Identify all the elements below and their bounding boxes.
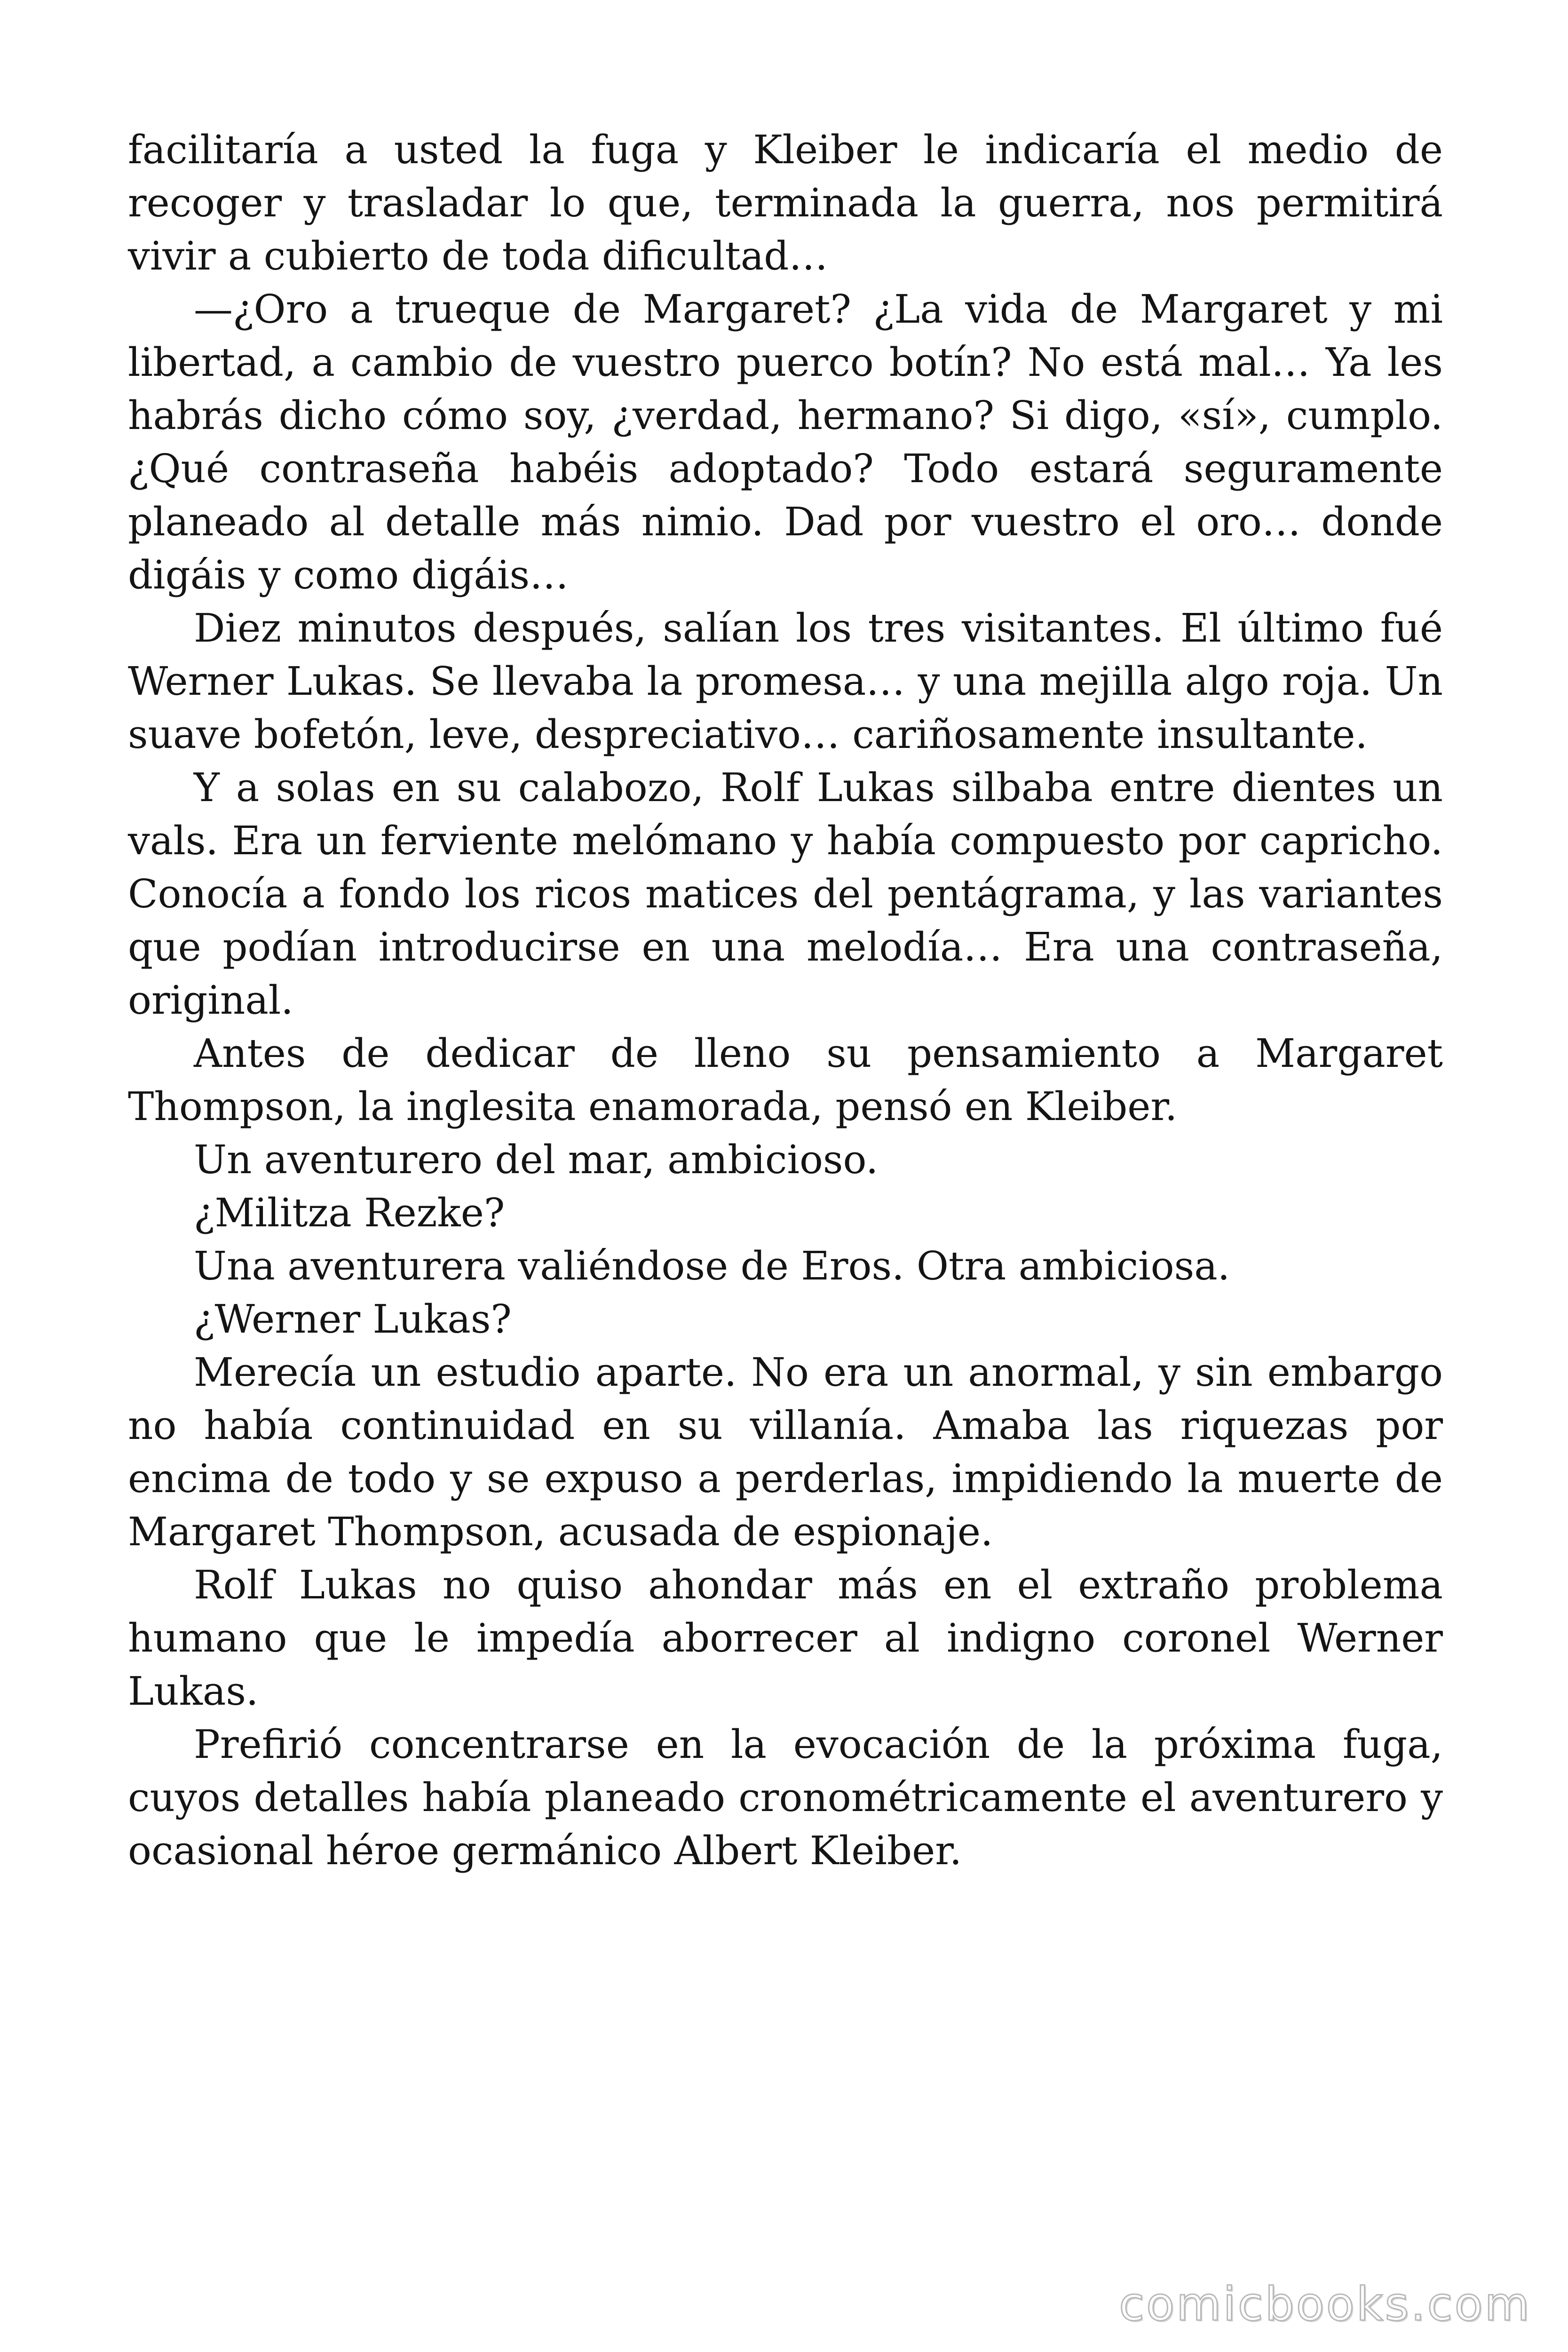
body-text [128, 123, 1443, 1877]
paragraph: Antes de dedicar de lleno su pensamiento a Margaret Thompson, la inglesita enamorada, pensó en Kleiber. [128, 1031, 1443, 1129]
paragraph: Diez minutos después, salían los tres visitantes. El último fué Werner Lukas. Se llevaba la promesa… y una mejilla algo roja. Un suave bofetón, leve, despreciativo… cariñosamente insultante. [128, 605, 1443, 757]
paragraph: Merecía un estudio aparte. No era un anormal, y sin embargo no había continuidad en su villanía. Amaba las riquezas por encima de todo y se expuso a perderlas, impidiendo la muerte de Margaret Thompson, acusada de espionaje. [128, 1350, 1443, 1555]
paragraph: Un aventurero del mar, ambicioso. [194, 1137, 879, 1183]
paragraph: Rolf Lukas no quiso ahondar más en el extraño problema humano que le impedía aborrecer al indigno coronel Werner Lukas. [128, 1562, 1443, 1714]
paragraph: Y a solas en su calabozo, Rolf Lukas silbaba entre dientes un vals. Era un ferviente melómano y había compuesto por capricho. Conocía a fondo los ricos matices del pentágrama, y las variantes que podían introducirse en una melodía… Era una contraseña, original. [128, 765, 1443, 1023]
paragraph: Prefirió concentrarse en la evocación de la próxima fuga, cuyos detalles había planeado cronométricamente el aventurero y ocasional héroe germánico Albert Kleiber. [128, 1722, 1443, 1874]
paragraph: —¿Oro a trueque de Margaret? ¿La vida de Margaret y mi libertad, a cambio de vuestro puerco botín? No está mal… Ya les habrás dicho cómo soy, ¿verdad, hermano? Si digo, «sí», cumplo. ¿Qué contraseña habéis adoptado? Todo estará seguramente planeado al detalle más nimio. Dad por vuestro el oro… donde digáis y como digáis… [128, 286, 1443, 598]
paragraph: facilitaría a usted la fuga y Kleiber le indicaría el medio de recoger y trasladar lo que, terminada la guerra, nos permitirá vivir a cubierto de toda dificultad… [128, 127, 1443, 279]
paragraph: Una aventurera valiéndose de Eros. Otra ambiciosa. [194, 1243, 1230, 1289]
watermark-logo: comicbooks.com [1119, 2278, 1531, 2331]
paragraph: ¿Militza Rezke? [194, 1190, 505, 1236]
paragraph: ¿Werner Lukas? [194, 1296, 512, 1342]
